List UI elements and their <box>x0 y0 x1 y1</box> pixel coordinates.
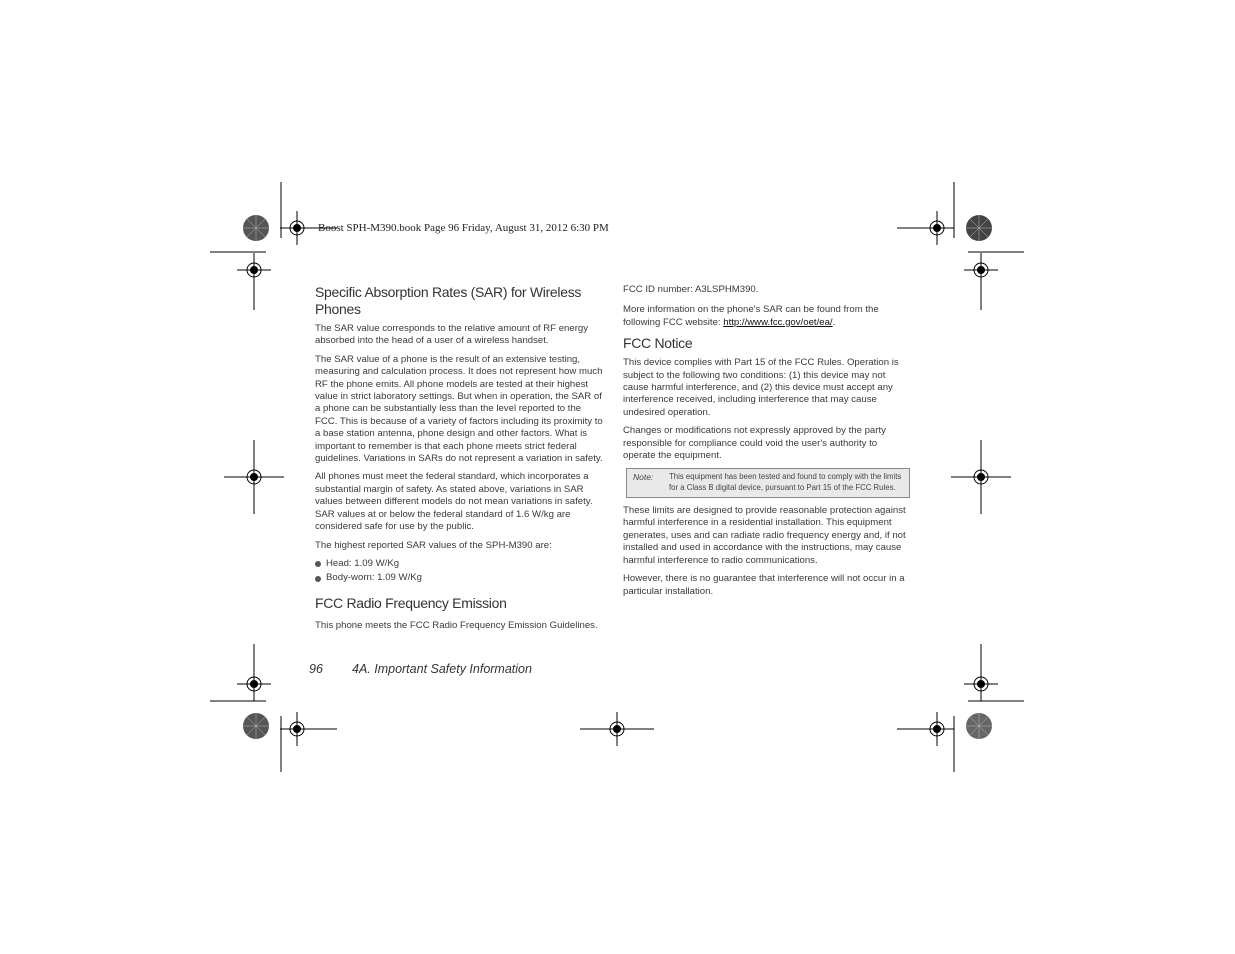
fcc-website-link[interactable]: http://www.fcc.gov/oet/ea/ <box>723 316 833 328</box>
section-title: 4A. Important Safety Information <box>352 662 532 676</box>
note-text: This equipment has been tested and found to comply with the limits for a Class B digital device, pursuant to Part 15 of the FCC Rules. <box>669 472 902 492</box>
bullet-text: Head: 1.09 W/Kg <box>326 557 400 569</box>
sar-paragraph-2: The SAR value of a phone is the result of an extensive testing, measuring and calculation process. It does not represent how much RF the phone emits. All phone models are tested at their highest value in strict laboratory settings. But when in operation, the SAR of a phone can be substantially less than the level reported to the FCC. This is because of a variety of factors including its proximity to a base station antenna, phone design and other factors. What is important to remember is that each phone meets strict federal guidelines. Variations in SARs do not represent a variation in safety. <box>315 353 603 465</box>
notice-paragraph-3: These limits are designed to provide reasonable protection against harmful interference in a residential installation. This equipment generates, uses and can radiate radio frequency energy and, if not installed and used in accordance with the instructions, may cause harmful interference to radio communications. <box>623 505 906 566</box>
bullet-icon <box>315 576 321 582</box>
bullet-icon <box>315 561 321 567</box>
notice-paragraph-1: This device complies with Part 15 of the FCC Rules. Operation is subject to the following two conditions: (1) this device may not cause harmful interference, and (2) this device must accept any interference received, including interference that may cause undesired operation. <box>623 357 899 418</box>
sar-more-info <box>623 304 911 329</box>
fcc-notice-heading: FCC Notice <box>623 335 693 352</box>
note-box <box>626 468 910 498</box>
note-label: Note: <box>633 472 654 483</box>
right-column <box>623 284 911 604</box>
list-item <box>315 558 605 570</box>
sar-heading: Specific Absorption Rates (SAR) for Wireless Phones <box>315 284 582 317</box>
left-column <box>315 284 605 638</box>
fcc-rf-paragraph: This phone meets the FCC Radio Frequency Emission Guidelines. <box>315 619 598 631</box>
page-number: 96 <box>309 662 323 676</box>
bullet-text: Body-worn: 1.09 W/Kg <box>326 572 422 584</box>
notice-paragraph-2: Changes or modifications not expressly approved by the party responsible for compliance could void the user's authority to operate the equipment. <box>623 425 886 462</box>
sar-paragraph-1: The SAR value corresponds to the relative amount of RF energy absorbed into the head of a user of a wireless handset. <box>315 323 589 347</box>
fcc-rf-heading: FCC Radio Frequency Emission <box>315 594 507 611</box>
more-info-text: More information on the phone's SAR can be found from the following FCC website: <box>623 304 879 328</box>
sar-paragraph-3: All phones must meet the federal standard, which incorporates a substantial margin of safety. As stated above, variations in SAR values between different models do not mean variations in safety. SAR values at or below the federal standard of 1.6 W/kg are considered safe for use by the public. <box>315 471 593 533</box>
sar-paragraph-4: The highest reported SAR values of the SPH-M390 are: <box>315 539 552 551</box>
print-slug: Boost SPH-M390.book Page 96 Friday, August 31, 2012 6:30 PM <box>318 222 609 234</box>
more-info-end: . <box>832 316 836 328</box>
fcc-id: FCC ID number: A3LSPHM390. <box>623 284 759 295</box>
list-item <box>315 572 605 584</box>
notice-paragraph-4: However, there is no guarantee that interference will not occur in a particular installation. <box>623 573 905 597</box>
